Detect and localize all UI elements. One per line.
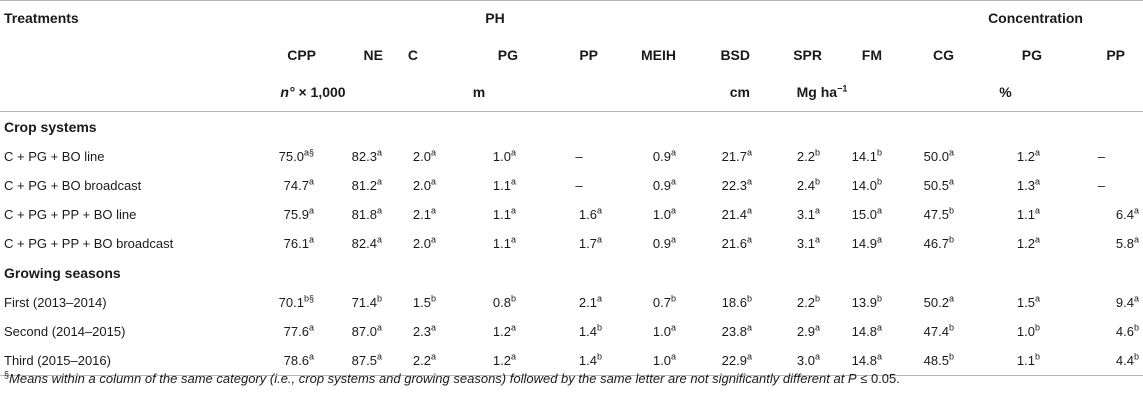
row-label: C + PG + BO broadcast: [4, 178, 142, 193]
table-cell: [466, 142, 536, 171]
table-cell: [316, 142, 386, 171]
cell-letter: a: [746, 147, 752, 158]
table-row: [0, 229, 1143, 258]
cell-value: 71.4: [351, 295, 377, 310]
cell-letter: a: [430, 176, 436, 187]
cell-letter: a: [814, 234, 820, 245]
cell-value: 74.7: [283, 178, 309, 193]
cell-letter: a: [430, 351, 436, 362]
cell-value: –: [575, 178, 583, 193]
cell-letter: a: [876, 205, 882, 216]
table-cell: [1042, 171, 1143, 200]
row-label: C + PG + PP + BO line: [4, 207, 137, 222]
cell-value: 1.1: [1016, 353, 1035, 368]
cell-letter: a: [1034, 147, 1040, 158]
cell-letter: a: [746, 205, 752, 216]
cell-letter: b: [876, 147, 882, 158]
table-row: [0, 171, 1143, 200]
cell-value: 1.2: [1016, 149, 1035, 164]
cell-letter: a: [1034, 205, 1040, 216]
cell-letter: a: [430, 147, 436, 158]
table-cell: [536, 142, 604, 171]
cell-value: 4.4: [1115, 353, 1134, 368]
cell-letter: b: [876, 293, 882, 304]
cell-letter: a§: [303, 147, 314, 158]
table-cell: [822, 200, 888, 229]
table-cell: [536, 229, 604, 258]
cell-value: 2.1: [412, 207, 431, 222]
cell-value: 2.0: [412, 178, 431, 193]
col-header: MEIH: [641, 46, 676, 63]
cell-letter: b: [814, 176, 820, 187]
header-row-columns: [0, 36, 1143, 73]
table-cell: [974, 346, 1042, 376]
table-cell: [1042, 317, 1143, 346]
table-cell: [1042, 200, 1143, 229]
table-cell: [1042, 142, 1143, 171]
cell-letter: a: [430, 205, 436, 216]
cell-value: 22.3: [721, 178, 747, 193]
table-cell: [386, 171, 466, 200]
table-cell: [536, 200, 604, 229]
cell-letter: b: [510, 293, 516, 304]
cell-letter: a: [376, 147, 382, 158]
cell-value: 82.4: [351, 236, 377, 251]
header-ph-group: PH: [485, 10, 505, 26]
table-row: [0, 317, 1143, 346]
cell-letter: a: [948, 147, 954, 158]
cell-letter: a: [596, 293, 602, 304]
table-cell: [688, 142, 756, 171]
cell-letter: a: [814, 351, 820, 362]
table-cell: [822, 317, 888, 346]
cell-value: 1.4: [578, 324, 597, 339]
cell-letter: b: [948, 234, 954, 245]
cell-value: 47.5: [923, 207, 949, 222]
cell-value: 21.4: [721, 207, 747, 222]
table-cell: [316, 229, 386, 258]
cell-value: 1.2: [492, 353, 511, 368]
table-cell: [604, 200, 688, 229]
section-header: [0, 258, 1143, 288]
cell-value: 1.4: [578, 353, 597, 368]
cell-letter: b: [1134, 322, 1140, 333]
table-cell: [756, 200, 822, 229]
cell-value: 15.0: [851, 207, 877, 222]
cell-letter: b: [1134, 351, 1140, 362]
cell-value: 3.0: [796, 353, 815, 368]
header-row-groups: [0, 0, 1143, 36]
table-cell: [688, 317, 756, 346]
cell-letter: a: [948, 176, 954, 187]
cell-value: 76.1: [283, 236, 309, 251]
table-cell: [888, 200, 974, 229]
cell-letter: b: [670, 293, 676, 304]
table-cell: [386, 288, 466, 317]
col-header: PP: [1106, 46, 1126, 63]
cell-value: 75.9: [283, 207, 309, 222]
table-cell: [974, 317, 1042, 346]
table-cell: [386, 200, 466, 229]
cell-letter: a: [814, 322, 820, 333]
table-cell: [688, 200, 756, 229]
col-header: BSD: [720, 46, 750, 63]
col-header: PP: [579, 46, 598, 63]
table-cell: [604, 171, 688, 200]
cell-value: 2.2: [796, 295, 815, 310]
cell-value: 6.4: [1115, 207, 1134, 222]
cell-letter: a: [1134, 234, 1140, 245]
table-cell: [386, 229, 466, 258]
table-cell: [822, 171, 888, 200]
cell-letter: b: [596, 351, 602, 362]
table-cell: [888, 288, 974, 317]
cell-value: 2.4: [796, 178, 815, 193]
cell-letter: a: [308, 234, 314, 245]
table-row: [0, 200, 1143, 229]
cell-letter: a: [876, 322, 882, 333]
table-cell: [888, 317, 974, 346]
table-cell: [688, 229, 756, 258]
table-cell: [974, 200, 1042, 229]
cell-letter: b: [876, 176, 882, 187]
cell-letter: a: [670, 147, 676, 158]
cell-letter: a: [308, 205, 314, 216]
cell-value: 77.6: [283, 324, 309, 339]
table-cell: [822, 288, 888, 317]
cell-letter: b: [948, 205, 954, 216]
cell-value: –: [1097, 178, 1106, 193]
table-cell: [974, 229, 1042, 258]
cell-letter: a: [1034, 293, 1040, 304]
cell-letter: a: [376, 234, 382, 245]
cell-value: 14.1: [851, 149, 877, 164]
cell-value: 0.9: [652, 236, 671, 251]
table-cell: [316, 288, 386, 317]
col-header: NE: [363, 46, 383, 63]
table-cell: [386, 142, 466, 171]
cell-value: 50.2: [923, 295, 949, 310]
cell-value: 82.3: [351, 149, 377, 164]
cell-value: 5.8: [1115, 236, 1134, 251]
cell-letter: b: [430, 293, 436, 304]
cell-letter: a: [1134, 293, 1140, 304]
table-cell: [386, 317, 466, 346]
cell-value: 9.4: [1115, 295, 1134, 310]
table-cell: [240, 229, 316, 258]
cell-value: 0.8: [492, 295, 511, 310]
cell-value: 18.6: [721, 295, 747, 310]
table-cell: [888, 346, 974, 376]
cell-value: 14.9: [851, 236, 877, 251]
header-treatments: Treatments: [4, 10, 79, 26]
cell-letter: a: [670, 205, 676, 216]
cell-letter: a: [814, 205, 820, 216]
cell-letter: a: [746, 234, 752, 245]
table-cell: [756, 288, 822, 317]
cell-value: 2.1: [578, 295, 597, 310]
cell-letter: a: [510, 205, 516, 216]
cell-letter: a: [670, 176, 676, 187]
col-header: C: [407, 46, 418, 63]
cell-letter: a: [510, 234, 516, 245]
cell-letter: a: [746, 176, 752, 187]
cell-letter: b: [814, 293, 820, 304]
cell-value: 3.1: [796, 236, 815, 251]
unit-count: n° × 1,000: [240, 73, 386, 112]
cell-letter: a: [746, 322, 752, 333]
cell-value: 1.5: [412, 295, 431, 310]
table-cell: [756, 142, 822, 171]
col-header: FM: [861, 46, 882, 63]
table-cell: [240, 200, 316, 229]
cell-value: 22.9: [721, 353, 747, 368]
table-cell: [974, 142, 1042, 171]
section-title: Crop systems: [4, 119, 97, 135]
cell-letter: a: [308, 351, 314, 362]
col-header: PG: [1021, 46, 1042, 63]
unit-concentration: %: [888, 73, 1143, 112]
cell-value: 1.7: [578, 236, 597, 251]
cell-letter: b: [376, 293, 382, 304]
cell-letter: a: [1034, 234, 1040, 245]
cell-value: 1.1: [1016, 207, 1035, 222]
cell-value: 81.8: [351, 207, 377, 222]
cell-letter: a: [376, 322, 382, 333]
table-cell: [466, 229, 536, 258]
row-label: C + PG + BO line: [4, 149, 105, 164]
cell-letter: a: [746, 351, 752, 362]
cell-value: 2.0: [412, 149, 431, 164]
cell-value: 1.1: [492, 236, 511, 251]
row-label: Third (2015–2016): [0, 346, 240, 376]
cell-value: 2.3: [412, 324, 431, 339]
cell-value: 46.7: [923, 236, 949, 251]
table-cell: [974, 288, 1042, 317]
table-cell: [316, 200, 386, 229]
table-cell: [240, 171, 316, 200]
cell-letter: a: [948, 293, 954, 304]
table-cell: [240, 317, 316, 346]
table-row: [0, 142, 1143, 171]
col-header: PG: [497, 46, 518, 63]
cell-value: 1.1: [492, 178, 511, 193]
cell-letter: a: [876, 351, 882, 362]
table-cell: [822, 142, 888, 171]
cell-value: 1.6: [578, 207, 597, 222]
cell-value: 1.0: [652, 207, 671, 222]
table-cell: [466, 317, 536, 346]
cell-value: 87.0: [351, 324, 377, 339]
cell-letter: a: [376, 205, 382, 216]
table-cell: [888, 229, 974, 258]
row-label: First (2013–2014): [4, 295, 107, 310]
cell-letter: a: [308, 322, 314, 333]
cell-value: 0.7: [652, 295, 671, 310]
table-cell: [536, 171, 604, 200]
table-cell: [1042, 229, 1143, 258]
cell-value: 21.6: [721, 236, 747, 251]
cell-value: 4.6: [1115, 324, 1134, 339]
cell-letter: a: [510, 351, 516, 362]
unit-bsd: cm: [688, 73, 756, 112]
table-cell: [888, 142, 974, 171]
table-cell: [888, 171, 974, 200]
cell-value: 1.0: [652, 324, 671, 339]
cell-value: 0.9: [652, 149, 671, 164]
cell-value: 14.0: [851, 178, 877, 193]
cell-letter: a: [670, 234, 676, 245]
cell-letter: b: [814, 147, 820, 158]
cell-value: 70.1: [278, 295, 304, 310]
table-cell: [240, 288, 316, 317]
cell-letter: a: [376, 351, 382, 362]
table-cell: [974, 171, 1042, 200]
cell-value: 1.3: [1016, 178, 1035, 193]
cell-value: 21.7: [721, 149, 747, 164]
header-concentration-group: Concentration: [988, 10, 1083, 26]
table-cell: [316, 317, 386, 346]
col-header: CG: [933, 46, 954, 63]
cell-letter: a: [510, 176, 516, 187]
cell-value: 81.2: [351, 178, 377, 193]
cell-letter: a: [1134, 205, 1140, 216]
unit-mass: Mg $ha^{-1}$: [756, 73, 888, 112]
cell-value: –: [1097, 149, 1106, 164]
col-header: CPP: [287, 46, 316, 63]
table-cell: [466, 171, 536, 200]
cell-value: 1.2: [1016, 236, 1035, 251]
cell-value: 75.0: [278, 149, 304, 164]
row-label: Second (2014–2015): [4, 324, 126, 339]
cell-letter: a: [596, 234, 602, 245]
cell-value: 50.0: [923, 149, 949, 164]
cell-value: 1.0: [492, 149, 511, 164]
cell-value: 14.8: [851, 324, 877, 339]
cell-value: 2.2: [412, 353, 431, 368]
cell-value: 13.9: [851, 295, 877, 310]
cell-value: 1.2: [492, 324, 511, 339]
section-title: Growing seasons: [4, 265, 121, 281]
table-cell: [466, 288, 536, 317]
table-cell: [604, 142, 688, 171]
header-row-units: [0, 73, 1143, 112]
cell-value: 47.4: [923, 324, 949, 339]
table-cell: [536, 317, 604, 346]
cell-value: 78.6: [283, 353, 309, 368]
cell-letter: a: [670, 351, 676, 362]
table-cell: [604, 229, 688, 258]
cell-value: 2.9: [796, 324, 815, 339]
cell-letter: b: [746, 293, 752, 304]
table-cell: [756, 171, 822, 200]
cell-value: –: [575, 149, 583, 164]
table-cell: [688, 171, 756, 200]
cell-value: 2.2: [796, 149, 815, 164]
cell-letter: a: [308, 176, 314, 187]
unit-ph: m: [386, 73, 604, 112]
table-cell: [756, 317, 822, 346]
table-cell: [604, 288, 688, 317]
footnote: §Means within a column of the same category (i.e., crop systems and growing seasons) followed by the same letter are not significantly different at P ≤ 0.05.: [4, 369, 900, 386]
cell-letter: b§: [303, 293, 314, 304]
cell-letter: b: [948, 322, 954, 333]
cell-letter: a: [510, 322, 516, 333]
table-cell: [1042, 288, 1143, 317]
cell-value: 2.0: [412, 236, 431, 251]
cell-value: 48.5: [923, 353, 949, 368]
cell-value: 14.8: [851, 353, 877, 368]
cell-letter: b: [596, 322, 602, 333]
section-header: [0, 112, 1143, 143]
cell-value: 0.9: [652, 178, 671, 193]
cell-letter: a: [376, 176, 382, 187]
table-cell: [536, 288, 604, 317]
table-cell: [604, 317, 688, 346]
cell-value: 87.5: [351, 353, 377, 368]
cell-value: 1.5: [1016, 295, 1035, 310]
cell-value: 1.0: [652, 353, 671, 368]
table-cell: [756, 229, 822, 258]
cell-letter: b: [1034, 351, 1040, 362]
table-cell: [240, 142, 316, 171]
cell-value: 3.1: [796, 207, 815, 222]
cell-letter: b: [948, 351, 954, 362]
cell-letter: a: [510, 147, 516, 158]
table-cell: [316, 171, 386, 200]
table-row: [0, 288, 1143, 317]
cell-letter: a: [596, 205, 602, 216]
cell-letter: a: [670, 322, 676, 333]
cell-value: 1.0: [1016, 324, 1035, 339]
table-cell: [688, 288, 756, 317]
table-cell: [822, 229, 888, 258]
cell-value: 23.8: [721, 324, 747, 339]
row-label: C + PG + PP + BO broadcast: [4, 236, 174, 251]
cell-letter: a: [430, 234, 436, 245]
cell-letter: b: [1034, 322, 1040, 333]
col-header: SPR: [793, 46, 822, 63]
table-cell: [466, 200, 536, 229]
cell-value: 1.1: [492, 207, 511, 222]
cell-letter: a: [1034, 176, 1040, 187]
cell-value: 50.5: [923, 178, 949, 193]
cell-letter: a: [430, 322, 436, 333]
cell-letter: a: [876, 234, 882, 245]
table-cell: [1042, 346, 1143, 376]
